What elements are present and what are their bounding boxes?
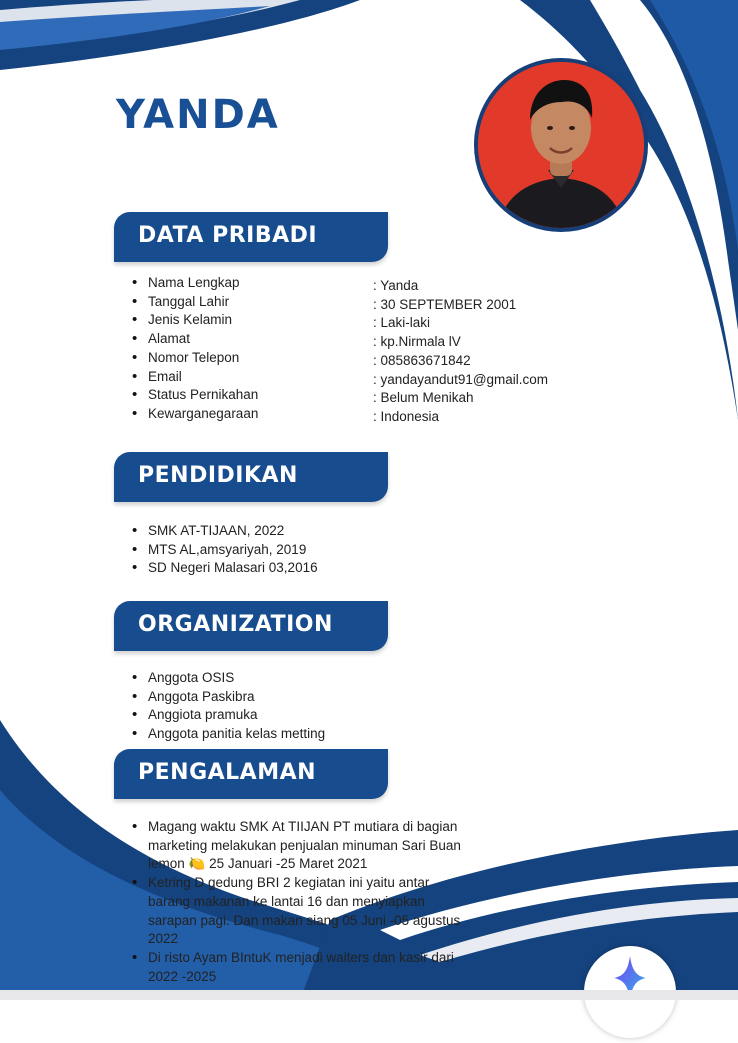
list-item: • Magang waktu SMK At TIIJAN PT mutiara di bagian marketing melakukan penjualan minuman Sari Buan lemon 🍋 25 Januari -25 Maret 2021 xyxy=(114,818,474,874)
bottom-bar xyxy=(0,990,738,1000)
personal-data-labels xyxy=(114,274,364,424)
section-header-pendidikan xyxy=(114,452,388,502)
value-alamat: : kp.Nirmala lV xyxy=(373,334,461,350)
education-list xyxy=(114,522,434,578)
list-item: • MTS AL,amsyariyah, 2019 xyxy=(114,541,434,560)
label-tanggal-lahir: • Tanggal Lahir xyxy=(114,293,364,312)
label-kewarganegaraan: • Kewarganegaraan xyxy=(114,405,364,424)
value-tanggal-lahir: : 30 SEPTEMBER 2001 xyxy=(373,296,517,312)
value-nomor-telepon: : 085863671842 xyxy=(373,352,471,368)
list-item: • Di risto Ayam BIntuK menjadi waiters dan kasir dari 2022 -2025 xyxy=(114,949,474,986)
list-item: • SD Negeri Malasari 03,2016 xyxy=(114,559,434,578)
section-header-organization xyxy=(114,601,388,651)
person-name: YANDA xyxy=(116,92,280,138)
section-title: PENDIDIKAN xyxy=(138,463,298,488)
value-email: : yandayandut91@gmail.com xyxy=(373,371,549,387)
profile-photo xyxy=(474,58,648,232)
section-title: PENGALAMAN xyxy=(138,760,317,785)
experience-list xyxy=(114,818,474,986)
value-nama-lengkap: : Yanda xyxy=(373,278,419,293)
label-jenis-kelamin: • Jenis Kelamin xyxy=(114,311,364,330)
list-item: • SMK AT-TIJAAN, 2022 xyxy=(114,522,434,541)
label-status-pernikahan: • Status Pernikahan xyxy=(114,386,364,405)
section-title: DATA PRIBADI xyxy=(138,223,318,248)
list-item: • Anggota OSIS xyxy=(114,669,434,688)
value-jenis-kelamin: : Laki-laki xyxy=(373,315,431,331)
section-header-pengalaman xyxy=(114,749,388,799)
list-item: • Anggota Paskibra xyxy=(114,688,434,707)
label-nama-lengkap: • Nama Lengkap xyxy=(114,274,364,293)
list-item: • Anggiota pramuka xyxy=(114,706,434,725)
label-email: • Email xyxy=(114,368,364,387)
organization-list xyxy=(114,669,434,744)
section-header-data-pribadi xyxy=(114,212,388,262)
section-title: ORGANIZATION xyxy=(138,612,333,637)
value-kewarganegaraan: : Indonesia xyxy=(373,408,440,424)
value-status-pernikahan: : Belum Menikah xyxy=(373,390,474,406)
label-nomor-telepon: • Nomor Telepon xyxy=(114,349,364,368)
list-item: • Ketring D gedung BRI 2 kegiatan ini yaitu antar barang makanan ke lantai 16 dan menyiapkan sarapan pagi. Dan makan siang 05 Juni -05 agustus 2022 xyxy=(114,874,474,949)
label-alamat: • Alamat xyxy=(114,330,364,349)
list-item: • Anggota panitia kelas metting xyxy=(114,725,434,744)
personal-data-values xyxy=(373,277,613,427)
